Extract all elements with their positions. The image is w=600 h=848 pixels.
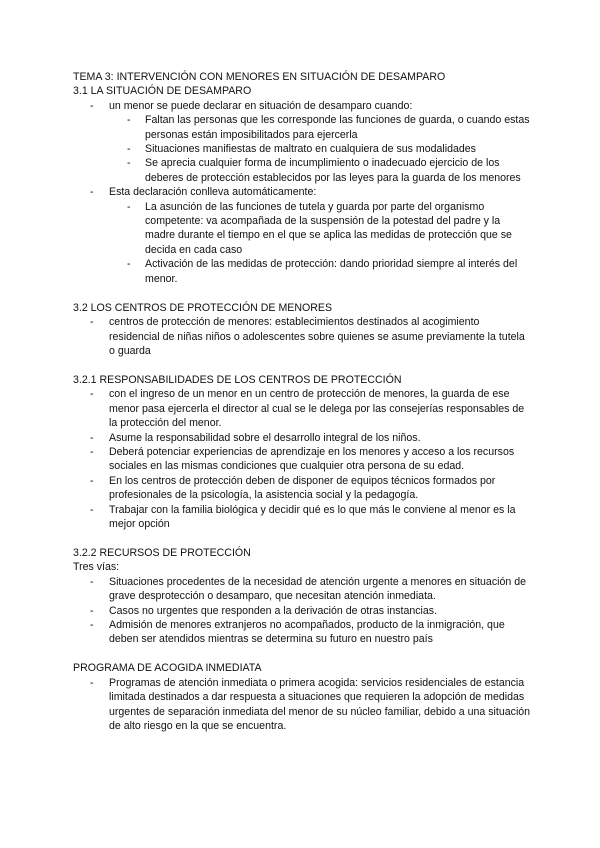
section-3-2-1-list [73,387,533,531]
bullet-dash: - [90,503,94,516]
bullet-dash: - [90,619,94,631]
list-item-text: Situaciones procedentes de la necesidad de atención urgente a menores en situación de grave desprotección o desamparo, que necesitan atención inmediata. [109,575,526,603]
bullet-dash: - [90,474,94,487]
list-item-text: En los centros de protección deben de disponer de equipos técnicos formados por profesionales de la psicología, la asistencia social y la pedagogía. [109,474,496,502]
sublist [109,200,533,286]
section-3-2-2-list [73,575,533,647]
list-item-text: Asume la responsabilidad sobre el desarrollo integral de los niños. [109,431,421,444]
list-item-text: Deberá potenciar experiencias de aprendizaje en los menores y acceso a los recursos sociales en las mismas condiciones que cualquier otra persona de su edad. [109,445,515,473]
section-3-2-2-intro: Tres vías: [73,561,120,574]
list-item [73,185,533,286]
bullet-dash: - [127,157,131,170]
bullet-dash: - [90,676,94,689]
sublist-item [73,257,533,286]
bullet-dash: - [127,114,131,127]
sublist [109,113,533,185]
list-item-text: Trabajar con la familia biológica y decidir qué es lo que más le conviene al menor es la mejor opción [109,503,516,530]
bullet-dash: - [90,186,94,199]
programa-list [73,676,533,734]
list-item-text: Esta declaración conlleva automáticamente: [109,186,317,199]
section-3-1-list [73,99,533,286]
sublist-item [73,113,533,142]
document-page [73,70,533,733]
bullet-dash: - [90,316,94,329]
sublist-item-text: La asunción de las funciones de tutela y guarda por parte del organismo competente: va acompañada de la suspensión de la potestad del padre y la madre durante el tiempo en el que se aplica las medidas de protección que se decida en cada caso [145,200,512,256]
sublist-item [73,200,533,258]
sublist-item-text: Se aprecia cualquier forma de incumplimiento o inadecuado ejercicio de los deberes de protección establecidos por las leyes para la guarda de los menores [145,157,521,184]
section-3-2-1-heading: 3.2.1 RESPONSABILIDADES DE LOS CENTROS DE PROTECCIÓN [73,373,402,386]
bullet-dash: - [90,604,94,617]
list-item-text: Casos no urgentes que responden a la derivación de otras instancias. [109,604,438,617]
list-item-text: centros de protección de menores: establecimientos destinados al acogimiento residencial de niñas niños o adolescentes sobre quienes se asume previamente la tutela o guarda [109,316,525,357]
programa-heading: PROGRAMA DE ACOGIDA INMEDIATA [73,662,262,675]
list-item [73,575,533,604]
list-item [73,387,533,430]
list-item-text: un menor se puede declarar en situación de desamparo cuando: [109,99,413,112]
list-item [73,445,533,474]
list-item [73,618,533,647]
bullet-dash: - [90,431,94,444]
list-item [73,431,533,445]
list-item-text: con el ingreso de un menor en un centro de protección de menores, la guarda de ese menor pasa ejercerla el director al cual se le delega por las consejerías responsables de la protección del menor. [109,388,525,430]
bullet-dash: - [127,143,131,156]
sublist-item-text: Faltan las personas que les corresponde las funciones de guarda, o cuando estas personas están imposibilitados para ejercerla [145,114,530,141]
bullet-dash: - [127,200,131,213]
sublist-item-text: Situaciones manifiestas de maltrato en cualquiera de sus modalidades [145,143,476,156]
section-3-1-heading: 3.1 LA SITUACIÓN DE DESAMPARO [73,85,252,98]
list-item [73,604,533,618]
sublist-item [73,142,533,156]
document-title: TEMA 3: INTERVENCIÓN CON MENORES EN SITUACIÓN DE DESAMPARO [73,71,446,83]
section-3-2-heading: 3.2 LOS CENTROS DE PROTECCIÓN DE MENORES [73,301,333,314]
bullet-dash: - [90,575,94,588]
list-item-text: Programas de atención inmediata o primera acogida: servicios residenciales de estancia limitada destinados a dar respuesta a situaciones que requieren la adopción de medidas urgentes de separación inmediata del menor de su núcleo familiar, debido a una situación de alto riesgo en la que se encuentra. [109,676,531,733]
bullet-dash: - [90,99,94,112]
section-3-2-2-heading: 3.2.2 RECURSOS DE PROTECCIÓN [73,546,251,559]
bullet-dash: - [127,258,131,271]
bullet-dash: - [90,388,94,401]
list-item-text: Admisión de menores extranjeros no acompañados, producto de la inmigración, que deben ser atendidos mientras se determina su futuro en nuestro país [109,619,505,646]
list-item [73,676,533,734]
list-item [73,503,533,532]
sublist-item-text: Activación de las medidas de protección: dando prioridad siempre al interés del menor. [145,258,518,285]
sublist-item [73,156,533,185]
bullet-dash: - [90,445,94,458]
list-item [73,99,533,185]
list-item [73,474,533,503]
list-item [73,315,533,358]
section-3-2-list [73,315,533,358]
